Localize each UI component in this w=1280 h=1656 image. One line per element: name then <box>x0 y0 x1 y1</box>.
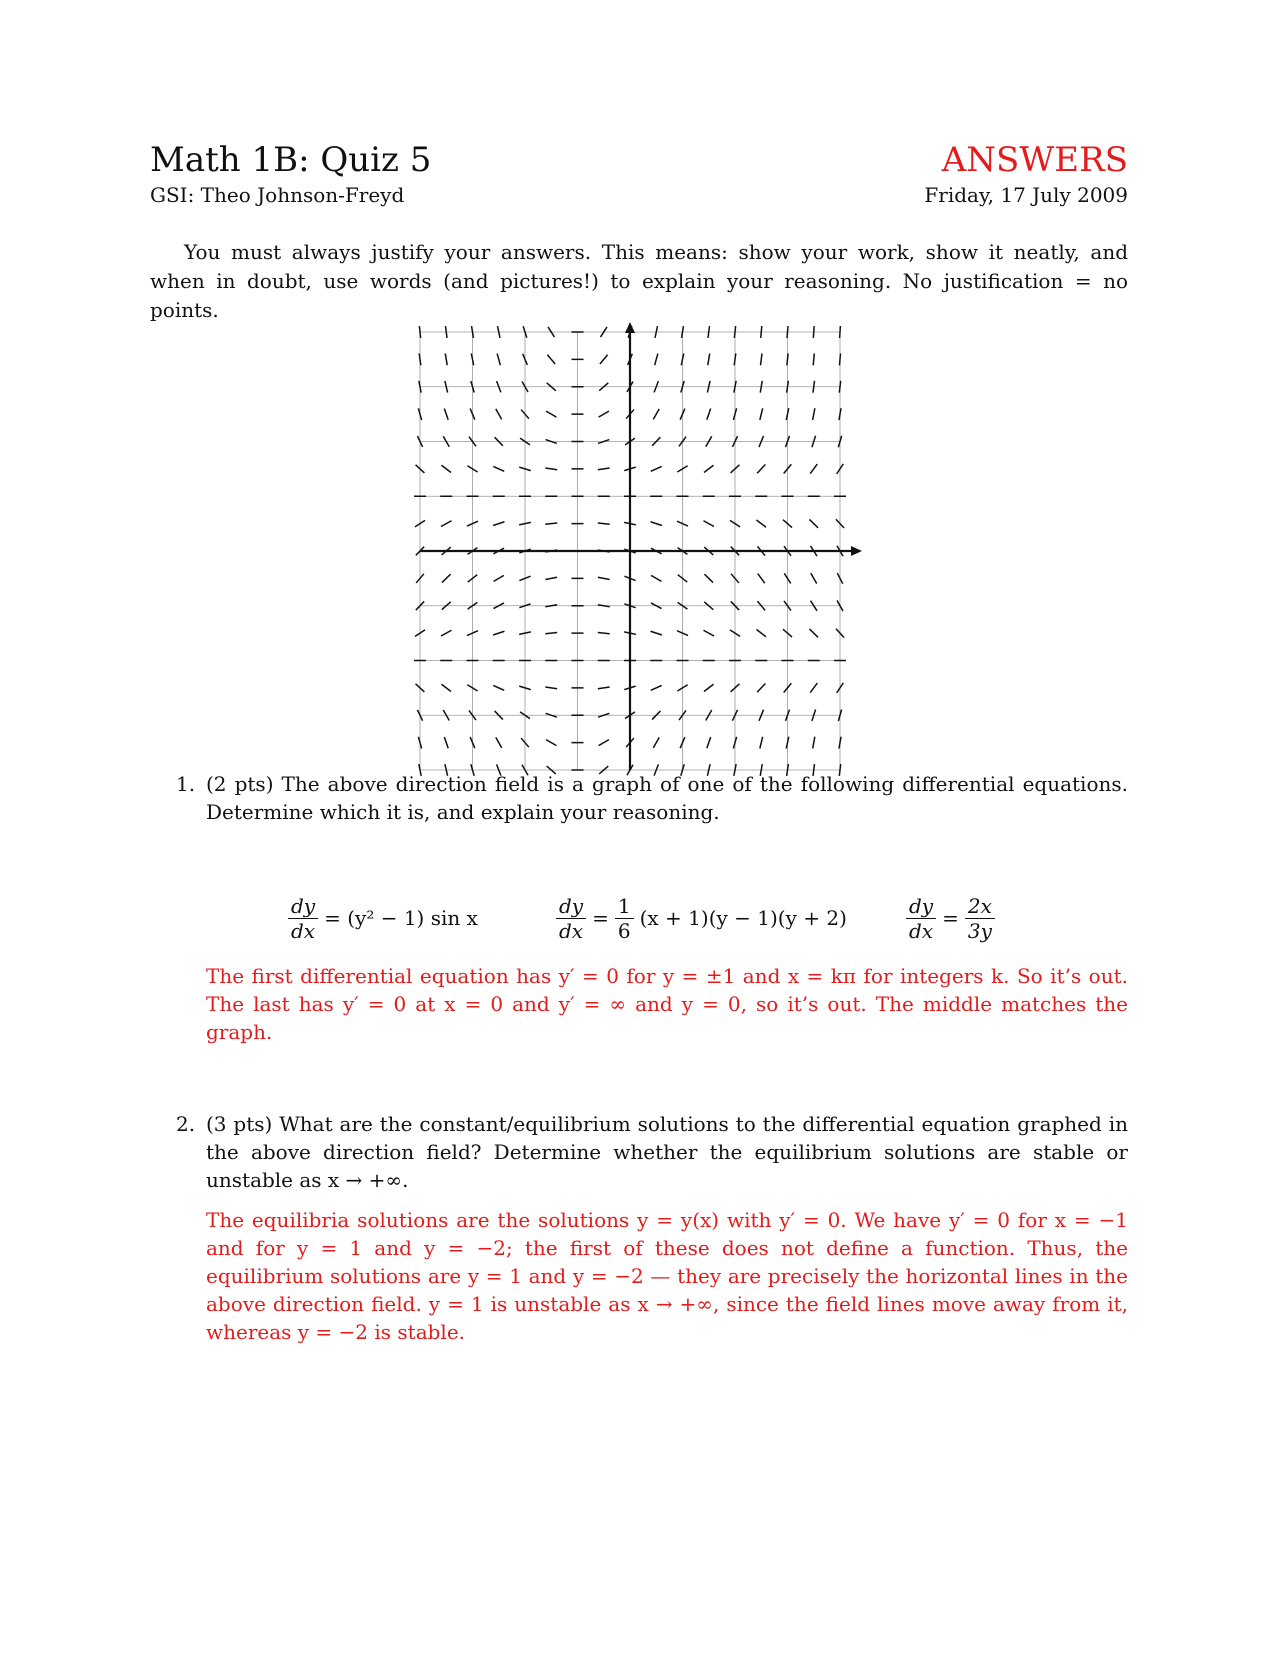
slope-segment <box>651 575 661 581</box>
slope-segment <box>493 685 504 690</box>
equation-choice-2 <box>550 890 847 946</box>
slope-segment <box>496 409 502 419</box>
slope-segment <box>708 326 710 338</box>
slope-segment <box>707 408 711 419</box>
slope-segment <box>704 465 714 472</box>
slope-segment <box>651 685 662 690</box>
header-left <box>150 140 431 208</box>
slope-segment <box>653 737 659 747</box>
answer-2: The equilibria solutions are the solutions y = y(x) with y′ = 0. We have y′ = 0 for x = −1 and for y = 1 and y = −2; the first of these does not define a function. Thus, the equilibrium solutions are y = 1 and y = −2 — they are precisely the horizontal lines in the above direction field. y = 1 is unstable as x → +∞, since the field lines move away from it, whereas y = −2 is stable. <box>206 1208 1128 1344</box>
slope-segment <box>600 355 608 364</box>
slope-segment <box>444 737 448 748</box>
slope-segment <box>707 737 711 748</box>
slope-segment <box>811 573 817 583</box>
slope-segment <box>756 629 766 636</box>
slope-segment <box>813 326 814 338</box>
slope-segment <box>599 411 609 417</box>
slope-segment <box>496 737 502 747</box>
eq2-lhs-den: dx <box>559 918 584 943</box>
question-2-text: (3 pts) What are the constant/equilibrium solutions to the differential equation graphed in the above direction field? Determine whether the equilibrium solutions are stable or unstable as x → +∞. <box>206 1112 1128 1192</box>
slope-segment <box>787 353 788 365</box>
eq3-equals: = <box>942 906 959 930</box>
slope-segment <box>809 629 818 637</box>
slope-segment <box>545 577 557 579</box>
slope-segment <box>651 522 662 526</box>
slope-segment <box>757 465 765 474</box>
slope-segment <box>545 605 557 607</box>
slope-segment <box>546 411 556 417</box>
equation-choices <box>200 890 1128 946</box>
equation-choice-1 <box>282 890 478 946</box>
slope-segment <box>704 574 713 582</box>
slope-segment <box>598 523 610 524</box>
slope-segment <box>708 353 710 365</box>
question-2-number: 2. <box>176 1112 196 1136</box>
slope-segment <box>734 353 736 365</box>
question-1 <box>176 770 1128 826</box>
slope-segment <box>493 631 504 635</box>
slope-segment <box>839 353 840 365</box>
slope-segment <box>545 523 557 524</box>
eq2-lhs-num: dy <box>556 894 586 919</box>
slope-segment <box>682 326 684 338</box>
eq2-lhs-fraction <box>556 894 586 943</box>
eq2-coef-den: 6 <box>617 918 631 943</box>
slope-segment <box>813 381 815 393</box>
question-1-number: 1. <box>176 772 196 796</box>
question-2 <box>176 1110 1128 1346</box>
equation-choice-3 <box>900 890 1001 946</box>
slope-segment <box>787 381 789 393</box>
eq3-lhs-den: dx <box>909 918 934 943</box>
slope-segment <box>419 326 420 338</box>
answer-1-block <box>176 962 1128 1046</box>
slope-segment <box>809 519 818 527</box>
slope-segment <box>545 632 557 633</box>
eq3-rhs-fraction <box>965 894 995 943</box>
slope-segment <box>704 684 714 691</box>
eq1-lhs-num: dy <box>288 894 318 919</box>
slope-segment <box>441 630 452 636</box>
slope-segment <box>760 408 763 420</box>
slope-segment <box>441 684 451 691</box>
slope-segment <box>598 687 610 689</box>
axes <box>420 322 862 770</box>
slope-segment <box>598 632 610 633</box>
slope-segment <box>655 354 658 366</box>
slope-segment <box>734 326 735 338</box>
course-title: Math 1B: Quiz 5 <box>150 140 432 180</box>
slope-segment <box>839 737 841 749</box>
slope-segment <box>757 684 765 693</box>
eq1-lhs-den: dx <box>291 918 316 943</box>
eq2-coef-fraction <box>615 894 634 943</box>
slope-segment <box>813 737 815 749</box>
slope-segment <box>444 408 448 419</box>
eq3-rhs-num: 2x <box>965 894 995 919</box>
slope-segment <box>810 464 817 474</box>
slope-segment <box>651 466 662 471</box>
eq1-rhs: = (y² − 1) sin x <box>324 906 478 930</box>
slope-segment <box>545 687 557 689</box>
slope-segment <box>761 353 762 365</box>
slope-segment <box>493 466 504 471</box>
slope-segment <box>761 326 762 338</box>
eq3-rhs-den: 3y <box>967 918 992 943</box>
gsi-name: GSI: Theo Johnson-Freyd <box>150 183 405 207</box>
slope-segment <box>445 326 447 338</box>
x-axis-arrowhead <box>851 546 862 556</box>
question-1-text: (2 pts) The above direction field is a graph of one of the following differential equations. Determine which it is, and explain your reasoning. <box>206 772 1128 824</box>
slope-segment <box>419 353 421 365</box>
slope-segment <box>839 408 841 420</box>
slope-segment <box>598 605 610 607</box>
slope-segment <box>787 326 788 338</box>
slope-segment <box>703 521 714 527</box>
slope-segment <box>497 354 500 366</box>
eq2-coef-num: 1 <box>615 894 634 919</box>
slope-segment <box>494 575 504 581</box>
slope-segment <box>546 740 556 746</box>
answer-1: The first differential equation has y′ = 0 for y = ±1 and x = kπ for integers k. So it’s out. The last has y′ = 0 at x = 0 and y′ = ∞ and y = 0, so it’s out. The middle matches the graph. <box>206 964 1128 1044</box>
slope-segment <box>598 577 610 579</box>
slope-segment <box>442 574 451 582</box>
slope-segment <box>839 381 840 393</box>
header-right <box>924 140 1128 208</box>
slope-segment <box>472 326 474 338</box>
direction-field <box>404 318 874 784</box>
answers-label: ANSWERS <box>941 140 1128 180</box>
slope-segment <box>760 381 762 393</box>
slope-segment <box>840 326 841 338</box>
slope-segment <box>703 630 714 636</box>
slope-segment <box>813 353 814 365</box>
eq3-lhs-num: dy <box>906 894 936 919</box>
eq1-lhs-fraction <box>288 894 318 943</box>
slope-segment <box>758 574 765 584</box>
slope-segment <box>493 522 504 526</box>
slope-segment <box>599 740 609 746</box>
quiz-date: Friday, 17 July 2009 <box>924 183 1128 207</box>
slope-segment <box>756 520 766 527</box>
slope-segment <box>653 409 659 419</box>
slope-segment <box>810 683 817 693</box>
slope-segment <box>445 353 447 365</box>
eq2-rhs: (x + 1)(y − 1)(y + 2) <box>639 906 847 930</box>
slope-segment <box>651 631 662 635</box>
slope-segment <box>813 408 815 420</box>
slope-segment <box>760 737 763 749</box>
eq2-equals: = <box>592 906 609 930</box>
slope-segment <box>547 355 555 364</box>
slope-segment <box>441 521 452 527</box>
slope-segment <box>545 468 557 470</box>
slope-segment <box>598 468 610 470</box>
eq3-lhs-fraction <box>906 894 936 943</box>
direction-field-plot <box>404 318 874 784</box>
instructions: You must always justify your answers. This means: show your work, show it neatly, and when in doubt, use words (and pictures!) to explain your reasoning. No justification = no points. <box>150 240 1128 322</box>
slope-segment <box>441 465 451 472</box>
